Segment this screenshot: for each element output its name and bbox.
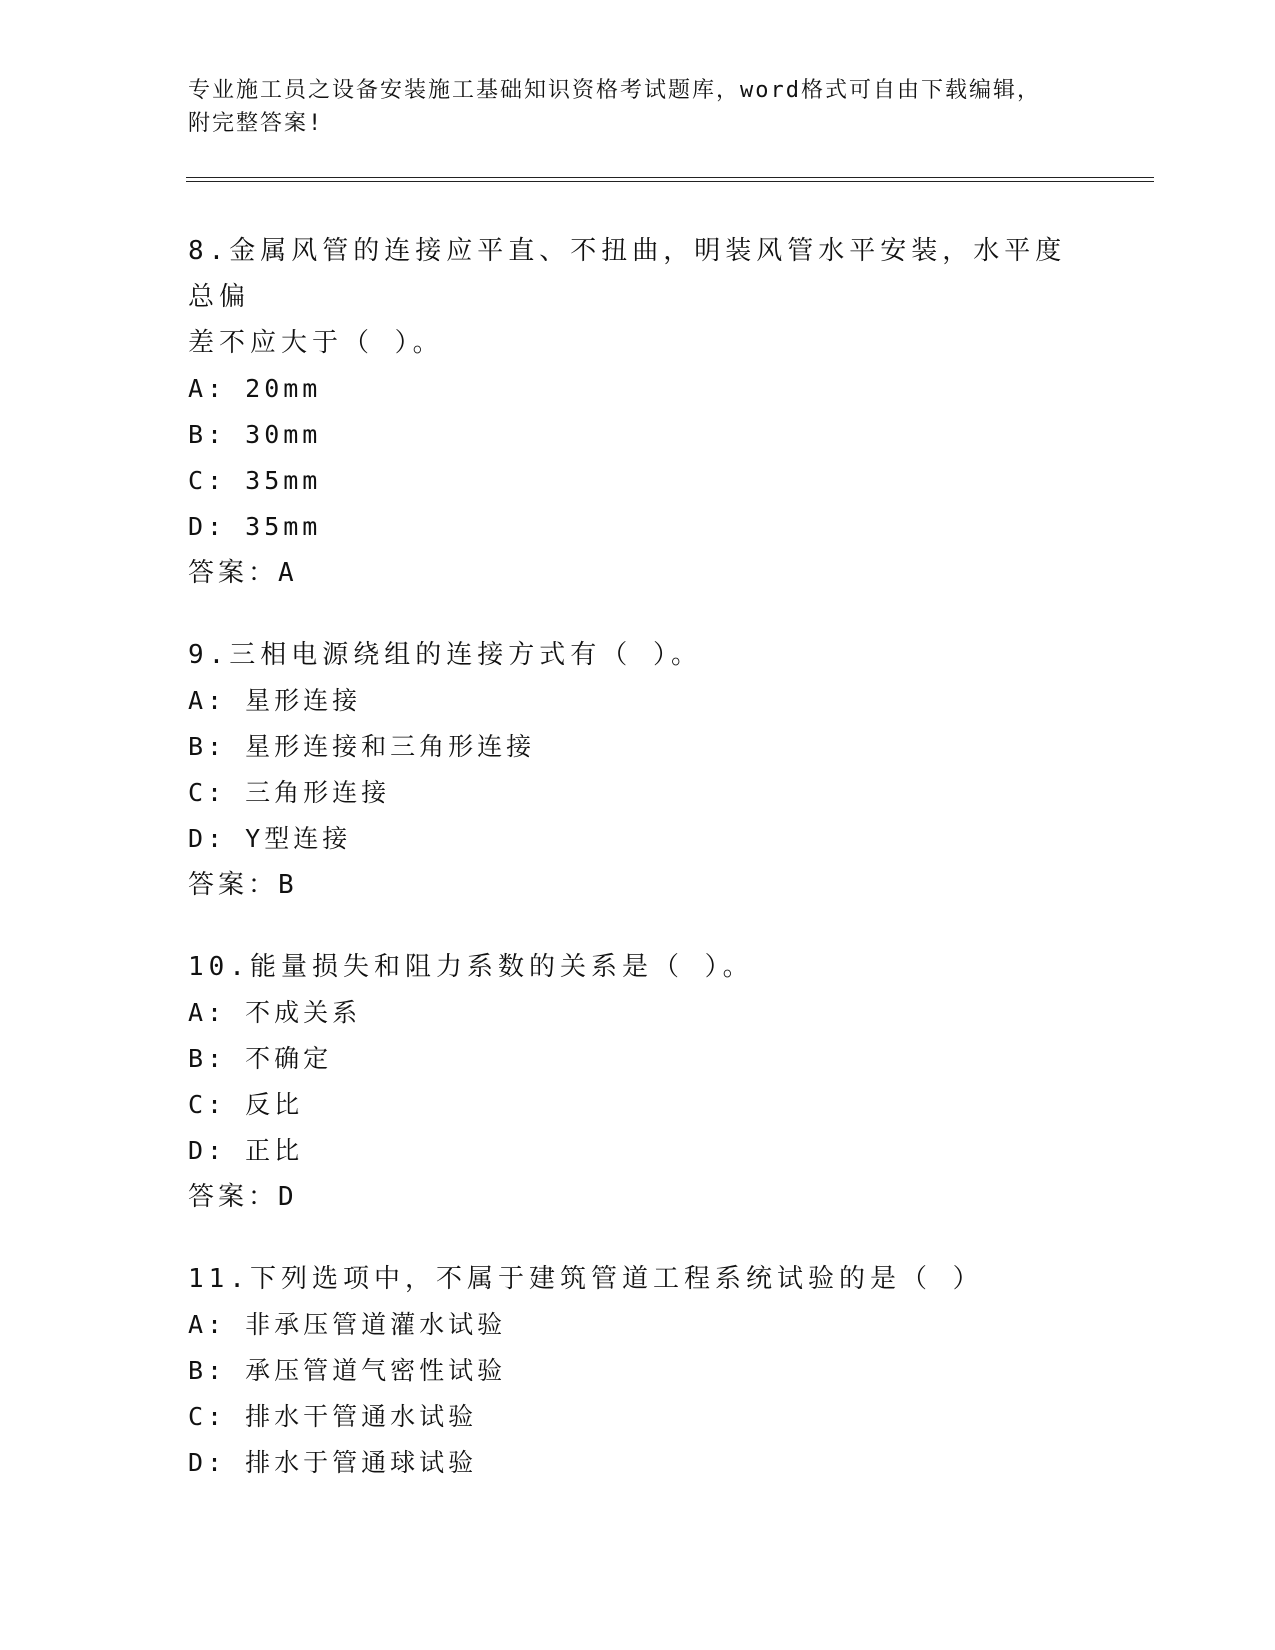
option-d: D: 正比 [188, 1136, 304, 1165]
option-d: D: 35mm [188, 512, 322, 541]
option-d: D: Y型连接 [188, 824, 352, 853]
option-c: C: 三角形连接 [188, 778, 391, 807]
option-c: C: 排水干管通水试验 [188, 1402, 478, 1431]
option-c: C: 反比 [188, 1090, 304, 1119]
page-header [188, 74, 1088, 140]
option-c: C: 35mm [188, 466, 322, 495]
header-line-1: 专业施工员之设备安装施工基础知识资格考试题库，word格式可自由下载编辑， [188, 78, 1041, 103]
answer: 答案：B [188, 870, 298, 900]
question-9 [188, 632, 1088, 908]
option-a: A: 不成关系 [188, 998, 362, 1027]
answer: 答案：D [188, 1182, 298, 1212]
option-d: D: 排水于管通球试验 [188, 1448, 478, 1477]
option-b: B: 星形连接和三角形连接 [188, 732, 536, 761]
question-11 [188, 1256, 1088, 1486]
question-stem: 11.下列选项中，不属于建筑管道工程系统试验的是（ ） [188, 1264, 984, 1294]
option-a: A: 20mm [188, 374, 322, 403]
option-b: B: 30mm [188, 420, 322, 449]
question-8 [188, 228, 1088, 596]
question-list [188, 228, 1088, 1522]
question-stem-cont: 差不应大于（ ）。 [188, 328, 444, 358]
answer: 答案：A [188, 558, 298, 588]
question-10 [188, 944, 1088, 1220]
option-b: B: 不确定 [188, 1044, 333, 1073]
option-a: A: 非承压管道灌水试验 [188, 1310, 507, 1339]
header-divider [186, 177, 1154, 182]
question-stem: 8.金属风管的连接应平直、不扭曲，明装风管水平安装，水平度总偏 [188, 236, 1067, 312]
option-a: A: 星形连接 [188, 686, 362, 715]
question-stem: 10.能量损失和阻力系数的关系是（ ）。 [188, 952, 754, 982]
header-line-2: 附完整答案! [188, 111, 324, 136]
option-b: B: 承压管道气密性试验 [188, 1356, 507, 1385]
question-stem: 9.三相电源绕组的连接方式有（ ）。 [188, 640, 702, 670]
